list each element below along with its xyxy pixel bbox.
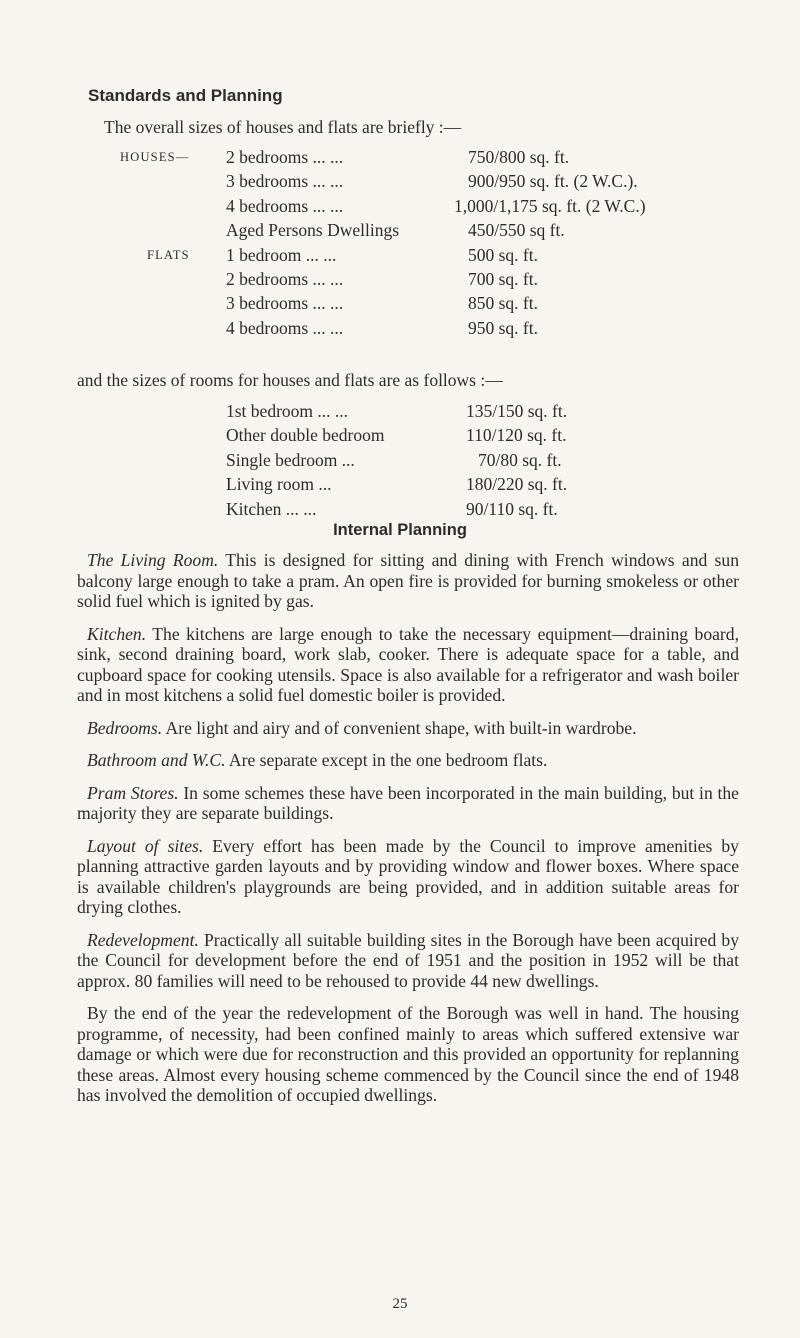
paragraph-text: The kitchens are large enough to take the necessary equipment—draining board, sink, second draining board, work slab, cooker. There is adequate space for a table, and cupboard space for cooking utensils. Space is also available for a refrigerator and wash boiler and in most kitchens a solid fuel domestic boiler is provided. (77, 623, 739, 705)
size-label: 1 bedroom ... ... (226, 244, 337, 265)
paragraph-lead: Kitchen. (87, 623, 147, 644)
room-size-row (0, 450, 800, 474)
room-value: 180/220 sq. ft. (466, 474, 568, 495)
room-value: 90/110 sq. ft. (466, 498, 558, 519)
room-value: 70/80 sq. ft. (478, 449, 562, 470)
size-value: 950 sq. ft. (468, 317, 538, 338)
paragraph-text: By the end of the year the redevelopment of the Borough was well in hand. The housing programme, of necessity, had been confined mainly to areas which suffered extensive war damage or which were due for reconstruction and this provided an opportunity for replanning these areas. Almost every housing scheme commenced by the Council since the end of 1948 has involved the demolition of occupied dwellings. (77, 1003, 739, 1105)
size-value: 850 sq. ft. (468, 293, 538, 314)
size-row (0, 220, 800, 244)
size-value: 1,000/1,175 sq. ft. (2 W.C.) (454, 195, 646, 216)
room-size-row (0, 401, 800, 425)
paragraph-text: This is designed for sitting and dining with French windows and sun balcony large enough to take a pram. An open fire is provided for burning smokeless or other solid fuel which is ignited by gas. (77, 550, 739, 611)
size-label: 2 bedrooms ... ... (226, 269, 344, 289)
size-row (0, 318, 800, 342)
paragraph-lead: Layout of sites. (87, 835, 204, 856)
room-value: 110/120 sq. ft. (466, 425, 567, 446)
room-size-row (0, 425, 800, 449)
paragraph-lead: Bedrooms. (87, 717, 163, 738)
body-paragraph (77, 550, 739, 612)
internal-planning-heading: Internal Planning (333, 521, 467, 539)
paragraph-lead: Bathroom and W.C. (87, 750, 226, 770)
paragraph-text: Are light and airy and of convenient shape, with built-in wardrobe. (162, 717, 637, 738)
page-number: 25 (392, 1296, 408, 1312)
room-size-row (0, 474, 800, 498)
paragraph-lead: The Living Room. (87, 550, 219, 570)
body-paragraph (77, 718, 739, 739)
body-paragraphs (77, 550, 739, 1118)
room-label: Other double bedroom (226, 425, 385, 446)
body-paragraph (77, 750, 739, 771)
size-value: 700 sq. ft. (468, 269, 538, 289)
paragraph-lead: Pram Stores. (87, 782, 179, 803)
size-value: 500 sq. ft. (468, 244, 538, 265)
room-value: 135/150 sq. ft. (466, 401, 568, 421)
size-label: 3 bedrooms ... ... (226, 171, 344, 192)
paragraph-text: Every effort has been made by the Council to improve amenities by planning attractive garden layouts and by providing window and flower boxes. Where space is available children's playgrounds are being provided, and in addition suitable areas for drying clothes. (77, 835, 739, 917)
room-label: Living room ... (226, 474, 332, 495)
rooms-intro: and the sizes of rooms for houses and flats are as follows :— (77, 370, 503, 390)
size-value: 900/950 sq. ft. (2 W.C.). (468, 171, 638, 192)
size-label: 4 bedrooms ... ... (226, 195, 344, 216)
size-row (0, 171, 800, 195)
paragraph-text: Practically all suitable building sites in the Borough have been acquired by the Council for development before the end of 1951 and the position in 1952 will be that approx. 80 families will need to be rehoused to provide 44 new dwellings. (77, 929, 739, 991)
paragraph-text: In some schemes these have been incorporated in the main building, but in the majority they are separate buildings. (77, 782, 739, 823)
size-label: 2 bedrooms ... ... (226, 147, 344, 167)
size-row (0, 245, 800, 269)
sizes-intro: The overall sizes of houses and flats are briefly :— (104, 117, 462, 137)
room-size-row (0, 499, 800, 523)
size-label: Aged Persons Dwellings (226, 220, 400, 241)
size-row (0, 269, 800, 293)
size-value: 450/550 sq ft. (468, 220, 565, 241)
paragraph-lead: Redevelopment. (87, 929, 199, 950)
room-label: Kitchen ... ... (226, 498, 317, 519)
size-label: 3 bedrooms ... ... (226, 293, 344, 314)
room-label: Single bedroom ... (226, 449, 355, 470)
room-label: 1st bedroom ... ... (226, 401, 349, 421)
paragraph-text: Are separate except in the one bedroom flats. (225, 750, 548, 770)
dwelling-type-label: HOUSES— (120, 150, 190, 164)
body-paragraph (77, 930, 739, 992)
size-value: 750/800 sq. ft. (468, 147, 570, 167)
body-paragraph (77, 1003, 739, 1106)
section-heading: Standards and Planning (88, 86, 283, 105)
dwelling-type-label: FLATS (147, 247, 190, 262)
size-label: 4 bedrooms ... ... (226, 317, 344, 338)
size-row (0, 196, 800, 220)
body-paragraph (77, 836, 739, 918)
size-row (0, 147, 800, 171)
body-paragraph (77, 783, 739, 824)
body-paragraph (77, 624, 739, 706)
size-row (0, 293, 800, 317)
